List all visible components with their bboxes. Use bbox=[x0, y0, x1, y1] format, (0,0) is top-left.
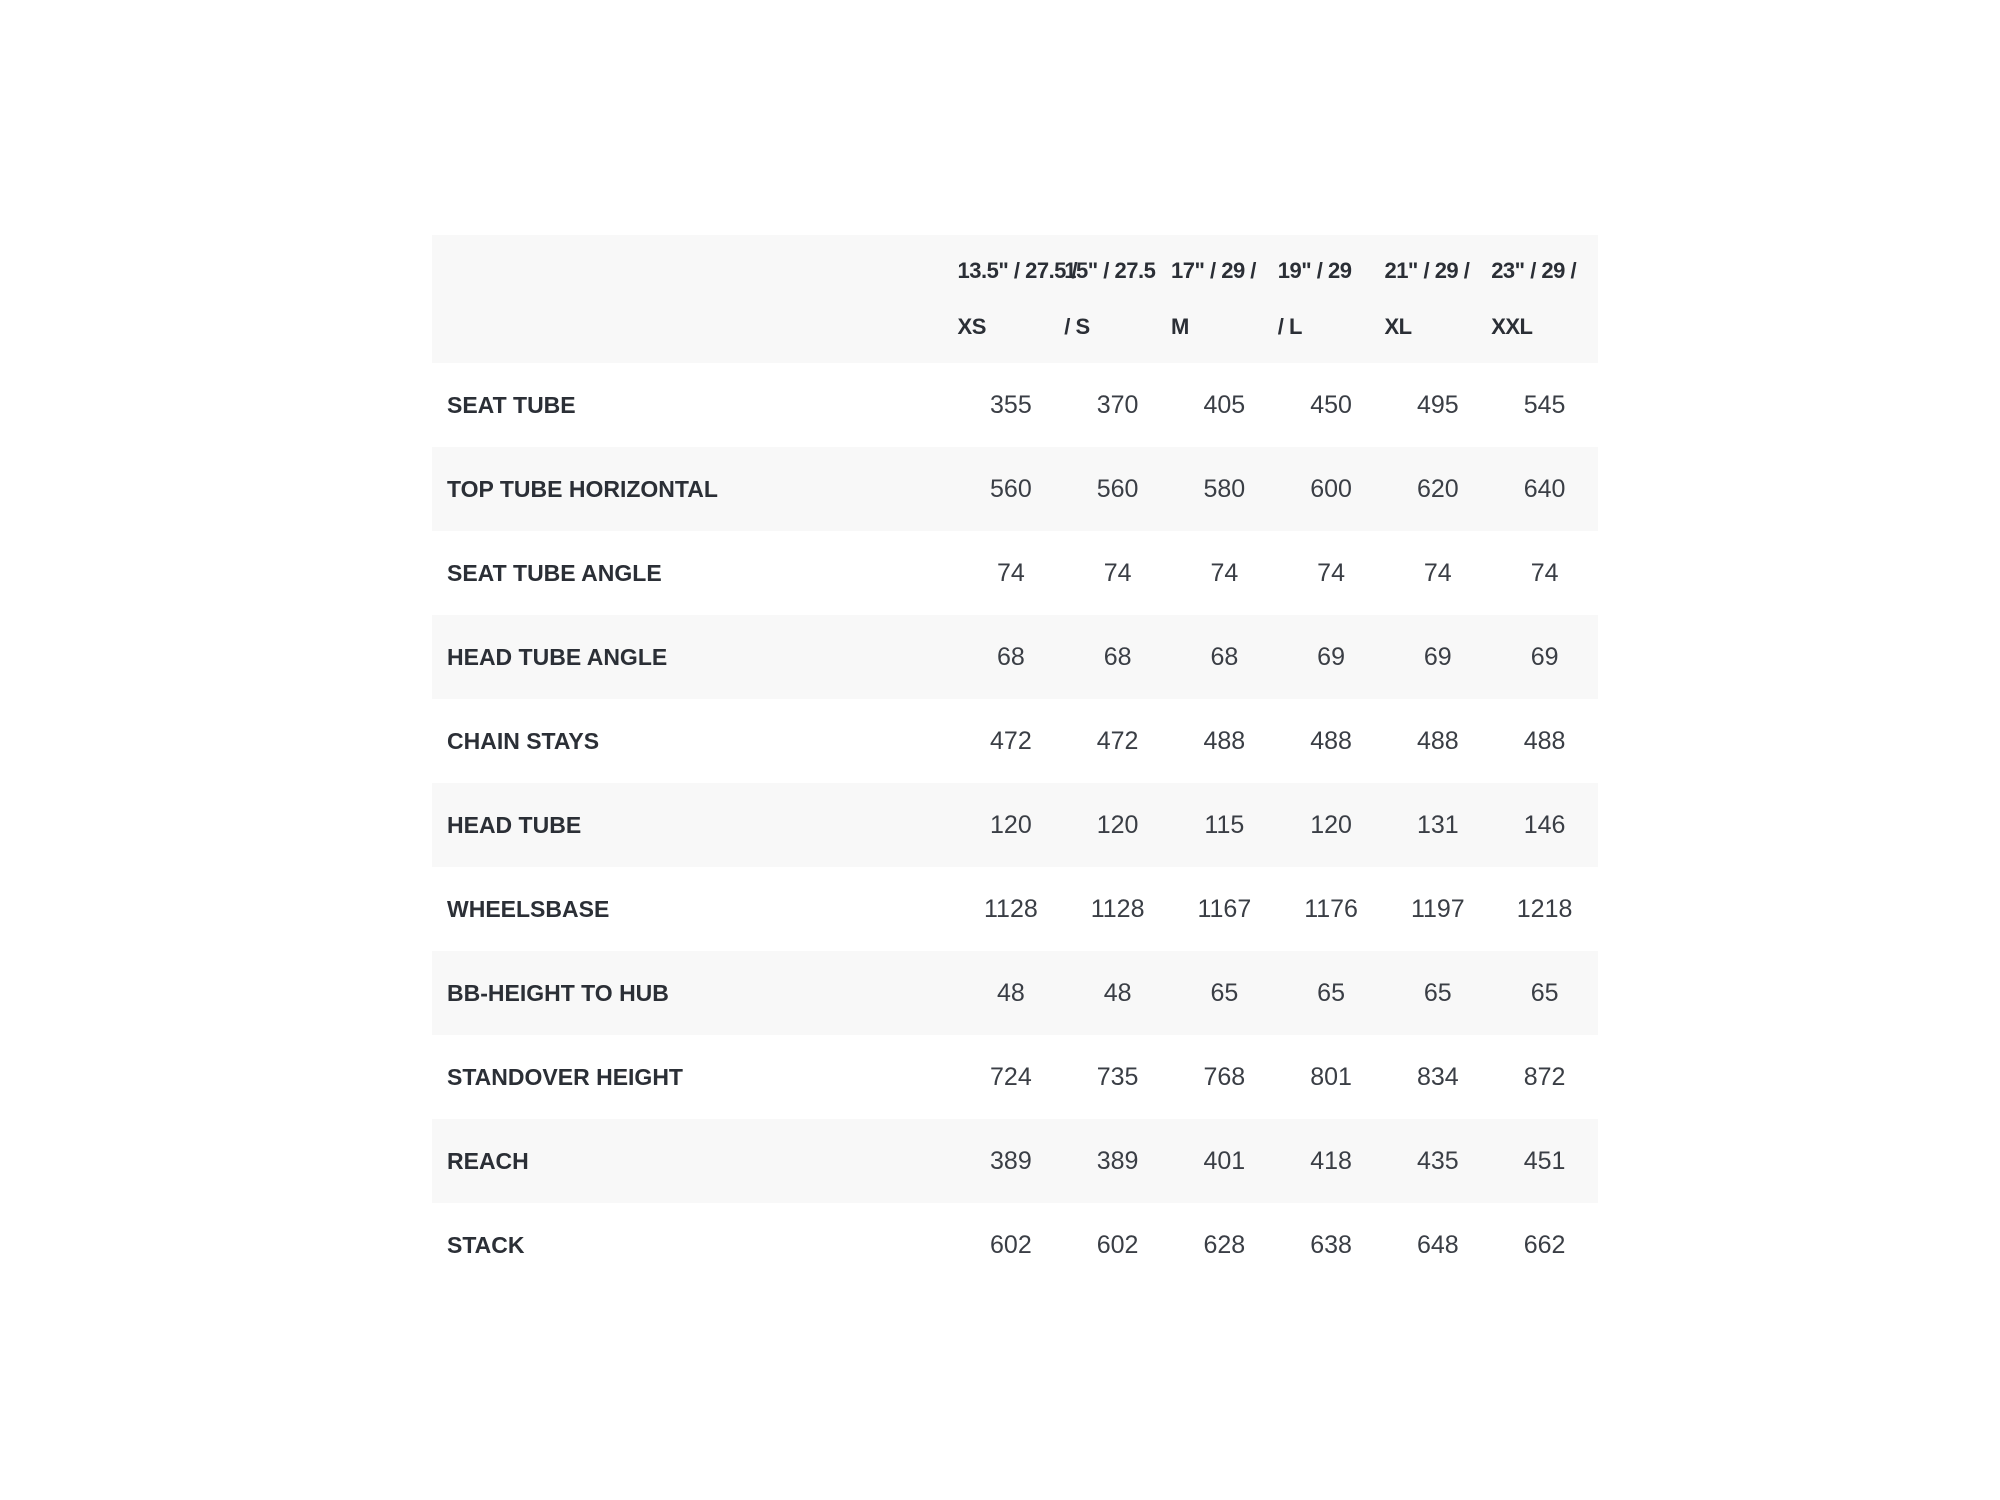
table-cell: 1176 bbox=[1304, 894, 1358, 923]
table-cell: 560 bbox=[990, 474, 1032, 503]
row-label: TOP TUBE HORIZONTAL bbox=[447, 475, 718, 502]
size-header-line2: / L bbox=[1277, 314, 1302, 339]
table-cell: 131 bbox=[1416, 810, 1459, 839]
table-cell: 801 bbox=[1310, 1062, 1352, 1091]
table-cell: 68 bbox=[1210, 642, 1239, 671]
geometry-table bbox=[432, 235, 1598, 1287]
size-header-m bbox=[1171, 235, 1278, 363]
table-header bbox=[432, 235, 1598, 363]
table-cell: 724 bbox=[990, 1062, 1032, 1091]
row-label: HEAD TUBE bbox=[447, 811, 582, 838]
size-header-line2: XS bbox=[957, 314, 986, 339]
row-label: BB-HEIGHT TO HUB bbox=[447, 979, 669, 1006]
table-cell: 65 bbox=[1317, 978, 1345, 1007]
row-label: SEAT TUBE ANGLE bbox=[447, 559, 662, 586]
table-row bbox=[432, 363, 1598, 447]
size-header-line2: M bbox=[1170, 314, 1189, 339]
size-header-xs bbox=[957, 235, 1078, 363]
table-cell: 640 bbox=[1523, 474, 1566, 503]
table-cell: 68 bbox=[1103, 642, 1132, 671]
size-header-line1: 15" / 27.5 bbox=[1064, 258, 1156, 283]
table-cell: 74 bbox=[996, 558, 1025, 587]
table-cell: 370 bbox=[1096, 390, 1139, 419]
size-header-l bbox=[1278, 235, 1385, 363]
size-header-s bbox=[1064, 235, 1171, 363]
table-row bbox=[432, 1119, 1598, 1203]
table-cell: 648 bbox=[1416, 1230, 1459, 1259]
table-cell: 69 bbox=[1423, 642, 1452, 671]
row-label: REACH bbox=[447, 1147, 529, 1174]
table-cell: 735 bbox=[1096, 1062, 1139, 1091]
table-row bbox=[432, 1203, 1598, 1287]
table-cell: 1128 bbox=[1090, 894, 1145, 923]
table-cell: 69 bbox=[1530, 642, 1559, 671]
size-header-line1: 17" / 29 / bbox=[1170, 258, 1256, 283]
table-cell: 65 bbox=[1423, 978, 1452, 1007]
table-cell: 768 bbox=[1203, 1062, 1246, 1091]
size-header-xl bbox=[1384, 235, 1491, 363]
row-label: WHEELSBASE bbox=[447, 895, 610, 922]
size-header-xxl bbox=[1491, 235, 1598, 363]
table-cell: 65 bbox=[1530, 978, 1559, 1007]
table-cell: 495 bbox=[1416, 390, 1459, 419]
table-cell: 488 bbox=[1416, 726, 1459, 755]
table-cell: 662 bbox=[1523, 1230, 1566, 1259]
table-cell: 620 bbox=[1416, 474, 1459, 503]
table-cell: 389 bbox=[990, 1146, 1032, 1175]
table-cell: 74 bbox=[1423, 558, 1452, 587]
table-row bbox=[432, 615, 1598, 699]
row-label: SEAT TUBE bbox=[447, 391, 576, 418]
table-cell: 74 bbox=[1210, 558, 1239, 587]
table-cell: 115 bbox=[1204, 810, 1245, 839]
header-row bbox=[432, 235, 1598, 363]
size-header-line1: 19" / 29 bbox=[1277, 258, 1352, 283]
table-row bbox=[432, 699, 1598, 783]
table-cell: 602 bbox=[990, 1230, 1032, 1259]
table-cell: 69 bbox=[1317, 642, 1345, 671]
table-cell: 146 bbox=[1523, 810, 1566, 839]
table-cell: 472 bbox=[1096, 726, 1139, 755]
row-label: CHAIN STAYS bbox=[447, 727, 600, 754]
table-cell: 1218 bbox=[1516, 894, 1573, 923]
table-cell: 560 bbox=[1096, 474, 1139, 503]
table-cell: 418 bbox=[1310, 1146, 1352, 1175]
size-header-line2: / S bbox=[1064, 314, 1090, 339]
table-cell: 68 bbox=[996, 642, 1025, 671]
header-label-cell bbox=[432, 235, 958, 363]
table-row bbox=[432, 783, 1598, 867]
table-cell: 451 bbox=[1523, 1146, 1566, 1175]
table-cell: 834 bbox=[1416, 1062, 1459, 1091]
table-row bbox=[432, 447, 1598, 531]
table-cell: 435 bbox=[1416, 1146, 1459, 1175]
table-cell: 355 bbox=[990, 390, 1032, 419]
table-cell: 74 bbox=[1530, 558, 1559, 587]
row-label: STANDOVER HEIGHT bbox=[447, 1063, 683, 1090]
table-cell: 488 bbox=[1310, 726, 1352, 755]
table-cell: 488 bbox=[1523, 726, 1566, 755]
table-cell: 600 bbox=[1310, 474, 1352, 503]
size-header-line1: 21" / 29 / bbox=[1384, 258, 1470, 283]
table-cell: 1128 bbox=[984, 894, 1038, 923]
table-cell: 488 bbox=[1203, 726, 1246, 755]
table-cell: 120 bbox=[1096, 810, 1139, 839]
table-cell: 1197 bbox=[1410, 894, 1465, 923]
table-cell: 602 bbox=[1096, 1230, 1139, 1259]
table-body bbox=[432, 363, 1598, 1287]
table-cell: 120 bbox=[990, 810, 1032, 839]
size-header-line1: 23" / 29 / bbox=[1491, 258, 1577, 283]
table-cell: 545 bbox=[1523, 390, 1566, 419]
table-cell: 638 bbox=[1310, 1230, 1352, 1259]
table-cell: 1167 bbox=[1197, 894, 1252, 923]
table-cell: 401 bbox=[1203, 1146, 1246, 1175]
table-row bbox=[432, 1035, 1598, 1119]
table-cell: 48 bbox=[1103, 978, 1132, 1007]
table-cell: 450 bbox=[1310, 390, 1352, 419]
table-cell: 74 bbox=[1317, 558, 1345, 587]
row-label: STACK bbox=[447, 1231, 525, 1258]
table-cell: 872 bbox=[1523, 1062, 1566, 1091]
table-cell: 628 bbox=[1203, 1230, 1246, 1259]
table-cell: 48 bbox=[996, 978, 1025, 1007]
table-cell: 580 bbox=[1203, 474, 1246, 503]
table-cell: 120 bbox=[1310, 810, 1352, 839]
size-header-line2: XXL bbox=[1491, 314, 1533, 339]
row-label: HEAD TUBE ANGLE bbox=[447, 643, 668, 670]
table-cell: 74 bbox=[1103, 558, 1132, 587]
table-row bbox=[432, 867, 1598, 951]
table-cell: 389 bbox=[1096, 1146, 1139, 1175]
table-row bbox=[432, 951, 1598, 1035]
table-cell: 405 bbox=[1203, 390, 1246, 419]
table-cell: 65 bbox=[1210, 978, 1239, 1007]
size-header-line2: XL bbox=[1384, 314, 1412, 339]
table-row bbox=[432, 531, 1598, 615]
size-header-line1: 13.5" / 27.5 / bbox=[957, 258, 1078, 283]
table-cell: 472 bbox=[990, 726, 1032, 755]
